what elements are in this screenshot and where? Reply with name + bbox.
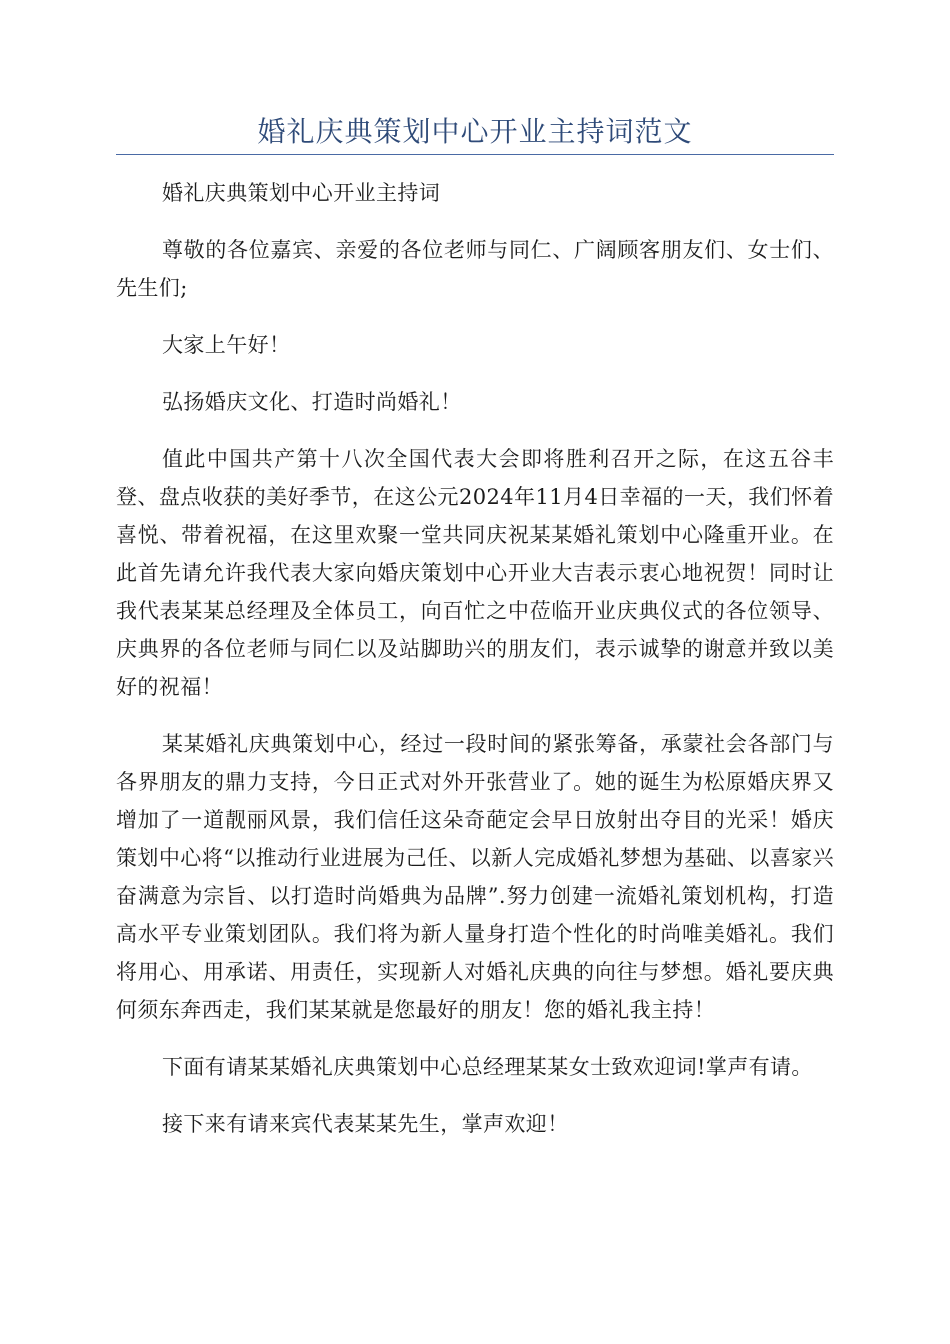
paragraph-invite-guest: 接下来有请来宾代表某某先生，掌声欢迎！: [162, 1112, 569, 1136]
paragraph-invite-manager: 下面有请某某婚礼庆典策划中心总经理某某女士致欢迎词!掌声有请。: [162, 1055, 813, 1079]
paragraph-slogan: 弘扬婚庆文化、打造时尚婚礼！: [162, 390, 462, 414]
document-title: 婚礼庆典策划中心开业主持词范文: [257, 115, 693, 148]
title-underline: [116, 154, 834, 155]
paragraph-opening: 值此中国共产第十八次全国代表大会即将胜利召开之际，在这五谷丰登、盘点收获的美好季节，在这公元2024年11月4日幸福的一天，我们怀着喜悦、带着祝福，在这里欢聚一堂共同庆祝某某婚礼策划中心隆重开业。在此首先请允许我代表大家向婚庆策划中心开业大吉表示衷心地祝贺！同时让我代表某某总经理及全体员工，向百忙之中莅临开业庆典仪式的各位领导、庆典界的各位老师与同仁以及站脚助兴的朋友们，表示诚挚的谢意并致以美好的祝福！: [116, 447, 834, 699]
paragraph-salutation: 尊敬的各位嘉宾、亲爱的各位老师与同仁、广阔顾客朋友们、女士们、先生们;: [116, 238, 834, 300]
document-body: [116, 174, 834, 1162]
paragraph-subtitle: 婚礼庆典策划中心开业主持词: [162, 181, 441, 205]
paragraph-greeting: 大家上午好！: [162, 333, 291, 357]
paragraph-introduction: 某某婚礼庆典策划中心，经过一段时间的紧张筹备，承蒙社会各部门与各界朋友的鼎力支持，今日正式对外开张营业了。她的诞生为松原婚庆界又增加了一道靓丽风景，我们信任这朵奇葩定会早日放射出夺目的光采！婚庆策划中心将“以推动行业进展为己任、以新人完成婚礼梦想为基础、以喜家兴奋满意为宗旨、以打造时尚婚典为品牌”.努力创建一流婚礼策划机构，打造高水平专业策划团队。我们将为新人量身打造个性化的时尚唯美婚礼。我们将用心、用承诺、用责任，实现新人对婚礼庆典的向往与梦想。婚礼要庆典何须东奔西走，我们某某就是您最好的朋友！您的婚礼我主持！: [116, 732, 834, 1022]
